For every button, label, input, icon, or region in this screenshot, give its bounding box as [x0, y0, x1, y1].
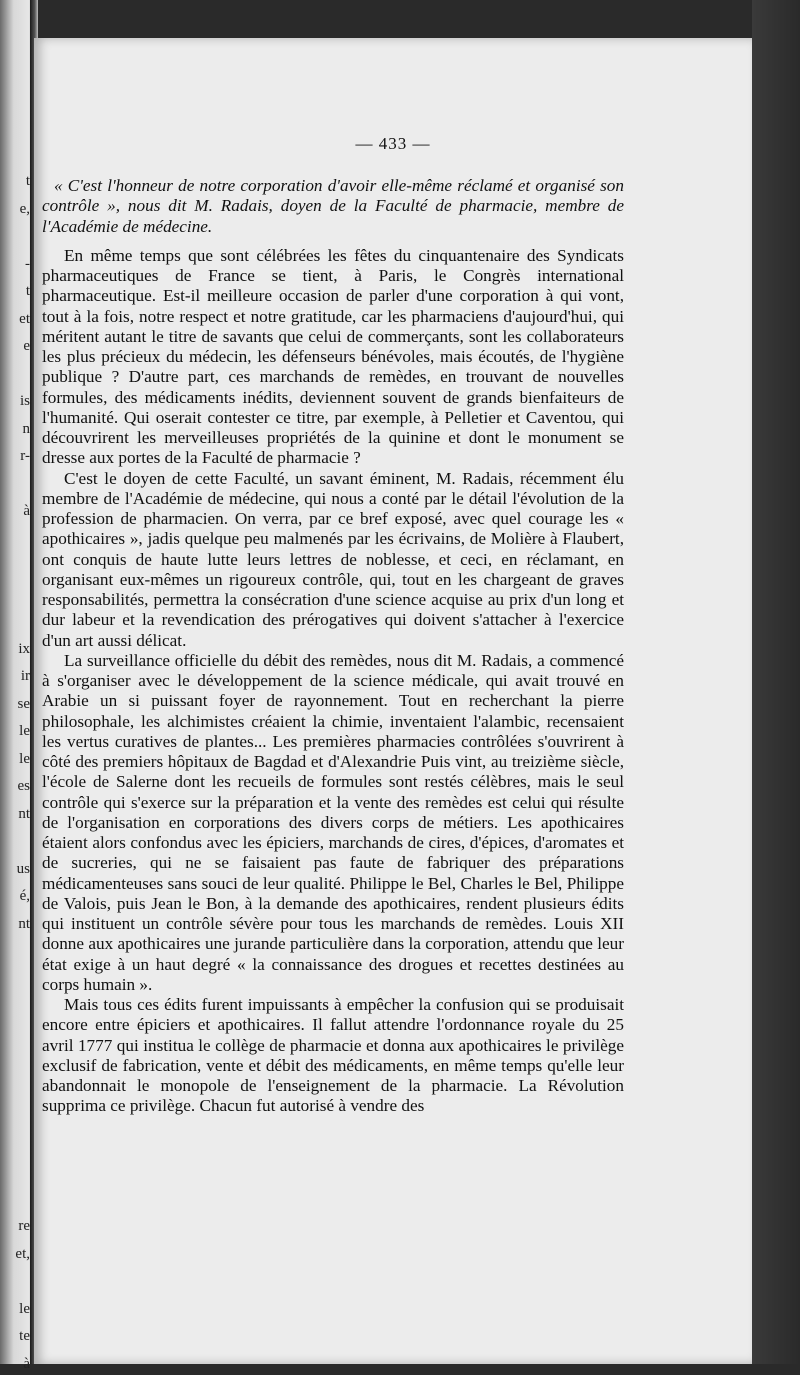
previous-page-fragment: es: [17, 778, 30, 794]
previous-page-fragment: ix: [18, 640, 30, 657]
opening-quote: « C'est l'honneur de notre corporation d'avoir elle-même réclamé et organisé son contrôle », nous dit M. Radais, doyen de la Faculté de pharmacie, membre de l'Académie de médecine.: [42, 176, 624, 236]
previous-page-fragment: à: [23, 1355, 30, 1372]
previous-page-fragment: nt: [18, 805, 30, 822]
previous-page-fragment: à: [23, 503, 30, 519]
book-page: [34, 38, 752, 1364]
previous-page-edge: [0, 0, 34, 1372]
previous-page-fragment: nt: [18, 915, 30, 932]
previous-page-fragment: r-: [20, 448, 30, 464]
previous-page-fragment: -: [25, 255, 30, 272]
scan-background: [752, 0, 800, 1364]
page-body: [42, 176, 624, 1117]
previous-page-fragment: e,: [19, 200, 30, 217]
previous-page-fragment: le: [19, 1300, 30, 1317]
page-number: — 433 —: [355, 134, 431, 153]
previous-page-fragment: et: [19, 310, 30, 327]
paragraph: En même temps que sont célébrées les fêtes du cinquantenaire des Syndicats pharmaceutiques de France se tient, à Paris, le Congrès international pharmaceutique. Est-il meilleure occasion de parler d'une corporation à qui vont, tout à la fois, notre respect et notre gratitude, car les pharmaciens d'aujourd'hui, qui méritent autant le titre de savants que celui de commerçants, sont les collaborateurs les plus précieux du médecin, les défenseurs bénévoles, mais écoutés, de l'hygiène publique ? D'autre part, ces marchands de remèdes, en trouvant de nouvelles formules, des médicaments inédits, deviennent souvent de grands bienfaiteurs de l'humanité. Qui oserait contester ce titre, par exemple, à Pelletier et Caventou, qui découvrirent les merveilleuses propriétés de la quinine et dont le monument se dresse aux portes de la Faculté de pharmacie ?: [42, 245, 624, 468]
previous-page-fragment: te: [19, 1328, 30, 1344]
previous-page-fragment: t: [25, 173, 30, 189]
previous-page-fragment: ir: [20, 668, 30, 684]
previous-page-fragment: is: [19, 393, 30, 409]
previous-page-fragment: n: [22, 420, 30, 437]
paragraph: La surveillance officielle du débit des remèdes, nous dit M. Radais, a commencé à s'organiser avec le développement de la science médicale, qui avait trouvé en Arabie un si puissant foyer de rayonnement. Tout en recherchant la pierre philosophale, les alchimistes créaient la chimie, inventaient l'alambic, recensaient les vertus curatives de plantes... Les premières pharmacies contrôlées s'ouvrirent à côté des premiers hôpitaux de Bagdad et d'Alexandrie Puis vint, au treizième siècle, l'école de Salerne dont les recueils de formules sont restés célèbres, mais le seul contrôle qui s'exerce sur la préparation et la vente des remèdes est celui qui résulte de l'organisation en corporations des divers corps de métiers. Les apothicaires étaient alors confondus avec les épiciers, marchands de cires, d'épices, d'aromates et de sucreries, qui ne se faisaient pas faute de fabriquer des préparations médicamenteuses sans souci de leur qualité. Philippe le Bel, Charles le Bel, Philippe de Valois, puis Jean le Bon, à la demande des apothicaires, rendent plusieurs édits qui instituent un contrôle sévère pour tous les marchands de remèdes. Louis XII donne aux apothicaires une jurande particulière dans la corporation, attendu que leur état exige à un haut degré « la connaissance des drogues et recettes destinées au corps humain ».: [42, 650, 624, 994]
previous-page-fragment: re: [18, 1218, 30, 1234]
previous-page-fragment: t: [25, 283, 30, 299]
previous-page-fragment: e: [23, 338, 30, 354]
previous-page-fragment: et,: [15, 1245, 30, 1262]
previous-page-fragment: us: [16, 860, 30, 877]
paragraph: Mais tous ces édits furent impuissants à empêcher la confusion qui se produisait encore entre épiciers et apothicaires. Il fallut attendre l'ordonnance royale du 25 avril 1777 qui institua le collège de pharmacie et donna aux apothicaires le privilège exclusif de fabrication, vente et débit des médicaments, en même temps qu'elle leur abandonnait le monopole de l'enseignement de la pharmacie. La Révolution supprima ce privilège. Chacun fut autorisé à vendre des: [42, 995, 624, 1116]
paragraph: C'est le doyen de cette Faculté, un savant éminent, M. Radais, récemment élu membre de l'Académie de médecine, qui nous a conté par le détail l'évolution de la profession de pharmacien. On verra, par ce bref exposé, avec quel courage les « apothicaires », jadis quelque peu malmenés par les écrivains, de Molière à Flaubert, ont conquis de haute lutte leurs lettres de noblesse, et ceci, en réclamant, en organisant eux-mêmes un rigoureux contrôle, qui, tout en les chargeant de graves responsabilités, permettra la consécration d'une science acquise au prix d'un long et dur labeur et la revendication des prérogatives qui doivent s'attacher à l'exercice d'un art aussi délicat.: [42, 468, 624, 650]
previous-page-fragment: é,: [19, 888, 30, 904]
previous-page-fragment: le: [19, 723, 30, 739]
previous-page-fragment: le: [19, 750, 30, 767]
previous-page-fragment: se: [17, 695, 30, 712]
